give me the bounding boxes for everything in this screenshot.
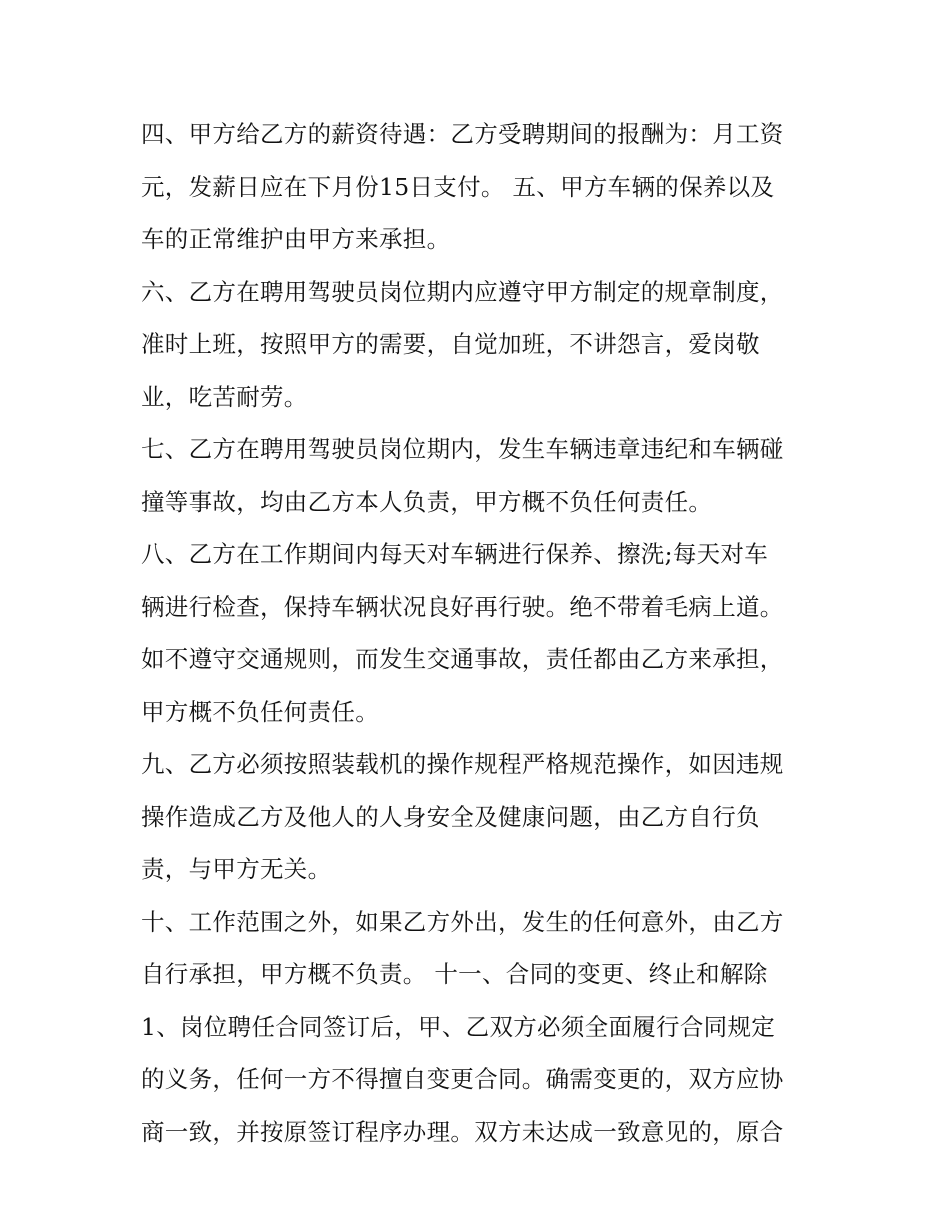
text-line: 业，吃苦耐劳。 [141,382,308,411]
contract-body [141,108,821,1158]
text-line: 自行承担，甲方概不负责。 十一、合同的变更、终止和解除 [141,960,768,988]
text-line: 车的正常维护由甲方来承担。 [141,225,451,253]
text-line: 八、乙方在工作期间内每天对车辆进行保养、擦洗;每天对车 [141,540,769,568]
text-line: 撞等事故，均由乙方本人负责，甲方概不负任何责任。 [141,487,713,516]
text-line: 十、工作范围之外，如果乙方外出，发生的任何意外，由乙方 [141,907,784,936]
text-line: 责，与甲方无关。 [141,855,332,883]
text-line: 七、乙方在聘用驾驶员岗位期内，发生车辆违章违纪和车辆碰 [141,435,784,463]
text-line: 如不遵守交通规则，而发生交通事故，责任都由乙方来承担， [141,645,784,673]
text-line: 的义务，任何一方不得擅自变更合同。确需变更的，双方应协 [141,1065,784,1093]
text-line: 六、乙方在聘用驾驶员岗位期内应遵守甲方制定的规章制度， [141,277,784,306]
text-line: 甲方概不负任何责任。 [141,697,379,726]
text-line: 1、岗位聘任合同签订后，甲、乙双方必须全面履行合同规定 [141,1012,776,1041]
text-line: 辆进行检查，保持车辆状况良好再行驶。绝不带着毛病上道。 [141,592,784,621]
text-line: 九、乙方必须按照装载机的操作规程严格规范操作，如因违规 [141,750,784,778]
text-line: 元，发薪日应在下月份15日支付。 五、甲方车辆的保养以及 [141,172,775,201]
text-line: 操作造成乙方及他人的人身安全及健康问题，由乙方自行负 [141,802,760,831]
text-line: 商一致，并按原签订程序办理。双方未达成一致意见的，原合 [141,1117,784,1146]
text-line: 四、甲方给乙方的薪资待遇：乙方受聘期间的报酬为：月工资 [141,120,784,148]
text-line: 准时上班，按照甲方的需要，自觉加班，不讲怨言，爱岗敬 [141,330,760,358]
